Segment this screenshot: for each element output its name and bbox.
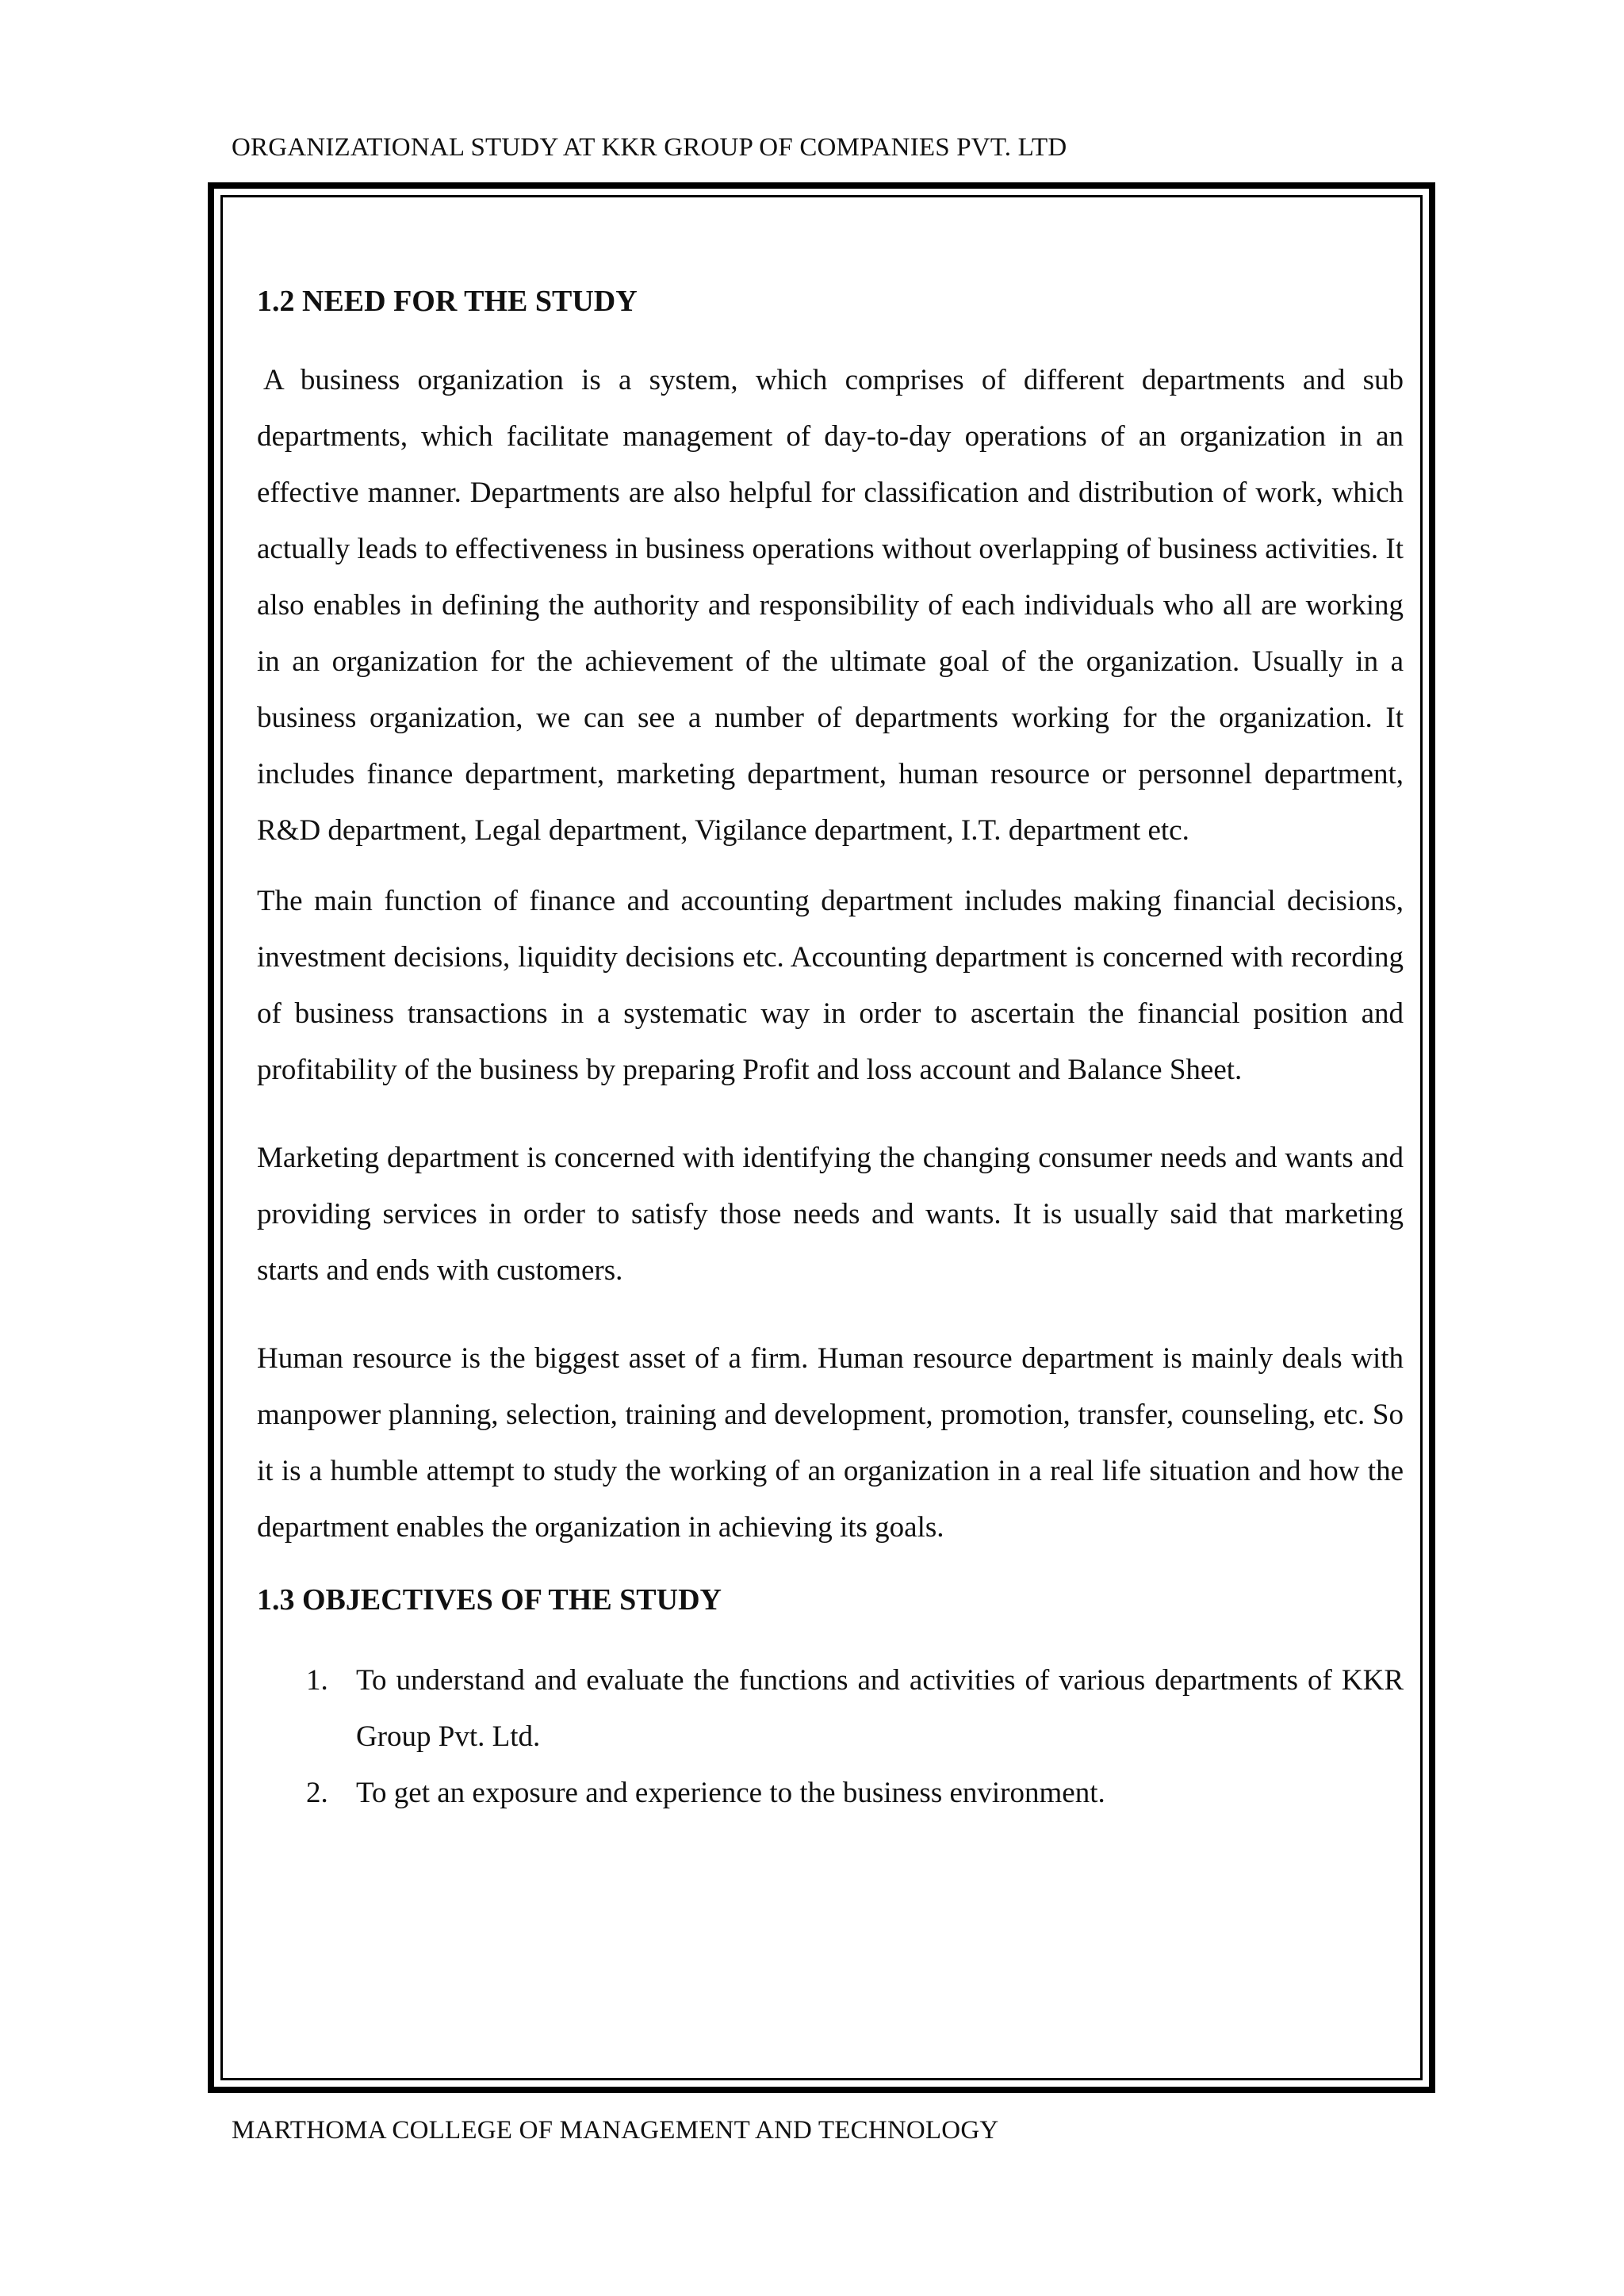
list-item-number: 2. (306, 1777, 328, 1809)
list-item (257, 1652, 1404, 1765)
page-header: ORGANIZATIONAL STUDY AT KKR GROUP OF COMPANIES PVT. LTD (232, 133, 1067, 162)
section-heading-objectives: 1.3 OBJECTIVES OF THE STUDY (257, 1583, 722, 1617)
paragraph-human-resource: Human resource is the biggest asset of a firm. Human resource department is mainly deals with manpower planning, selection, training and development, promotion, transfer, counseling, etc. So it is a humble attempt to study the working of an organization in a real life situation and how the department enables the organization in achieving its goals. (257, 1342, 1404, 1544)
document-body (257, 277, 1404, 1821)
page-footer: MARTHOMA COLLEGE OF MANAGEMENT AND TECHNOLOGY (232, 2116, 999, 2145)
list-item (257, 1765, 1404, 1821)
objectives-list (257, 1652, 1404, 1821)
list-item-text: To understand and evaluate the functions and activities of various departments of KKR Group Pvt. Ltd. (356, 1664, 1404, 1753)
section-heading-need-for-study: 1.2 NEED FOR THE STUDY (257, 285, 638, 318)
paragraph-business-organization: A business organization is a system, which comprises of different departments and sub departments, which facilitate management of day-to-day operations of an organization in an effective manner. Departments are also helpful for classification and distribution of work, which actually leads to effectiveness in business operations without overlapping of business activities. It also enables in defining the authority and responsibility of each individuals who all are working in an organization for the achievement of the ultimate goal of the organization. Usually in a business organization, we can see a number of departments working for the organization. It includes finance department, marketing department, human resource or personnel department, R&D department, Legal department, Vigilance department, I.T. department etc. (257, 364, 1404, 847)
list-item-text: To get an exposure and experience to the business environment. (356, 1777, 1105, 1809)
paragraph-marketing-department: Marketing department is concerned with identifying the changing consumer needs and wants and providing services in order to satisfy those needs and wants. It is usually said that marketing starts and ends with customers. (257, 1142, 1404, 1287)
list-item-number: 1. (306, 1664, 328, 1697)
paragraph-finance-department: The main function of finance and accounting department includes making financial decisions, investment decisions, liquidity decisions etc. Accounting department is concerned with recording of business transactions in a systematic way in order to ascertain the financial position and profitability of the business by preparing Profit and loss account and Balance Sheet. (257, 885, 1404, 1086)
